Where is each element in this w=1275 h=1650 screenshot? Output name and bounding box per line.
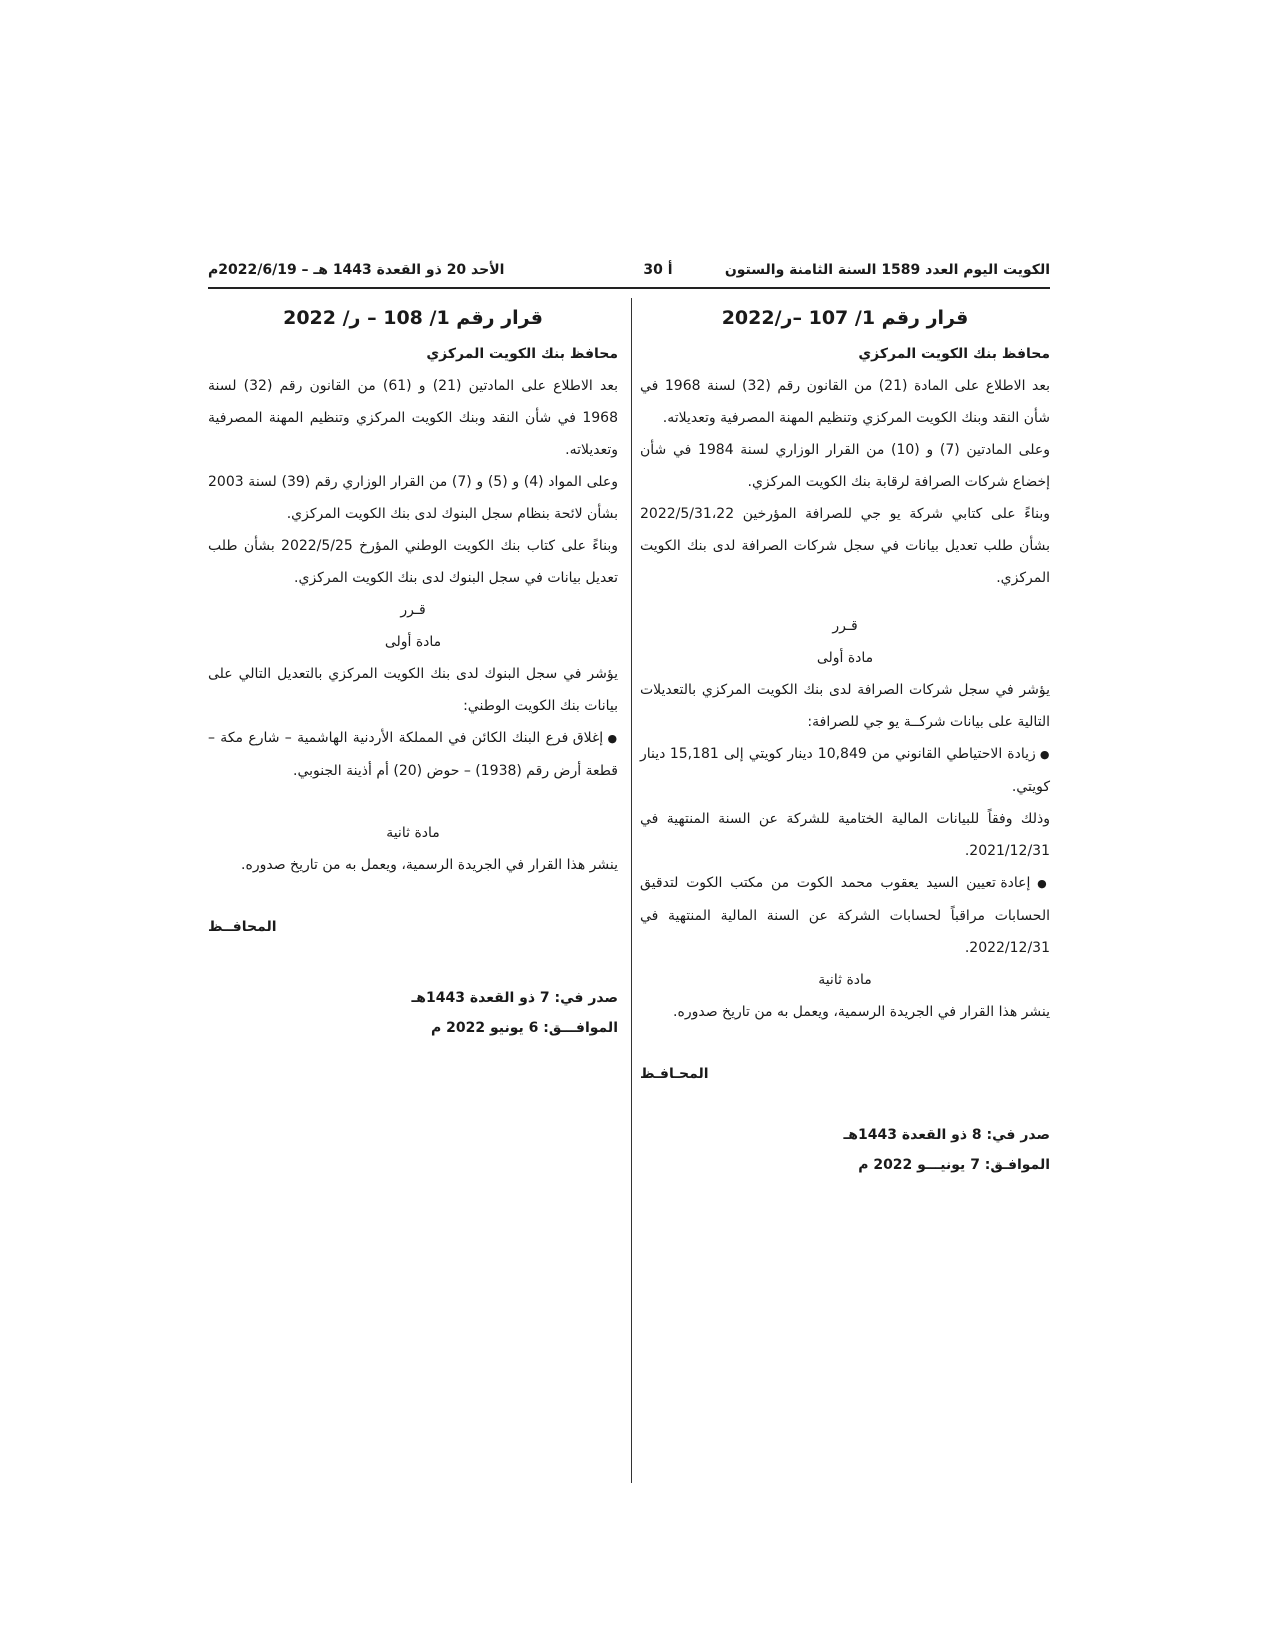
decision-107-bullet1: ● زيادة الاحتياطي القانوني من 10,849 دينار كويتي إلى 15,181 دينار كويتي. (640, 738, 1050, 803)
decision-107-bullet2: ● إعادة تعيين السيد يعقوب محمد الكوت من مكتب الكوت لتدقيق الحسابات مراقباً لحسابات الشركة عن السنة المالية المنتهية في 2022/12/31. (640, 867, 1050, 964)
decision-107-article2-text: ينشر هذا القرار في الجريدة الرسمية، ويعمل به من تاريخ صدوره. (673, 1004, 1050, 1020)
decision-108-issued-greg: الموافـــق: 6 يونيو 2022 م (430, 1020, 618, 1036)
decision-107-signature (640, 1058, 1050, 1090)
decision-108-signature (208, 911, 618, 943)
decision-107-title: قرار رقم 1/ 107 –ر/2022 (721, 307, 969, 329)
signature-label: المحافــظ (208, 919, 277, 935)
decision-108-bullet1: ● إغلاق فرع البنك الكائن في المملكة الأردنية الهاشمية – شارع مكة – قطعة أرض رقم (1938) – حوض (20) أم أذينة الجنوبي. (208, 722, 618, 787)
decision-108-para3: وبناءً على كتاب بنك الكويت الوطني المؤرخ 2022/5/25 بشأن طلب تعديل بيانات في سجل البنوك لدى بنك الكويت المركزي. (208, 538, 618, 586)
decision-107-issued-greg: الموافـق: 7 يونيـــو 2022 م (858, 1157, 1050, 1173)
decision-108-para1: بعد الاطلاع على المادتين (21) و (61) من القانون رقم (32) لسنة 1968 في شأن النقد وبنك الكويت المركزي وتنظيم المهنة المصرفية وتعديلاته. (208, 378, 618, 458)
decision-108-issued-hijri: صدر في: 7 ذو القعدة 1443هـ (411, 990, 618, 1006)
decision-108-para2: وعلى المواد (4) و (5) و (7) من القرار الوزاري رقم (39) لسنة 2003 بشأن لائحة بنظام سجل البنوك لدى بنك الكويت المركزي. (208, 474, 618, 522)
decision-107-para1: بعد الاطلاع على المادة (21) من القانون رقم (32) لسنة 1968 في شأن النقد وبنك الكويت المركزي وتنظيم المهنة المصرفية وتعديلاته. (640, 378, 1050, 426)
signature-label: المحـافـظ (640, 1066, 709, 1082)
decision-108-article2-text: ينشر هذا القرار في الجريدة الرسمية، ويعمل به من تاريخ صدوره. (241, 857, 618, 873)
page-number: أ 30 (643, 262, 673, 278)
decision-107-bullet1-note: وذلك وفقاً للبيانات المالية الختامية للشركة عن السنة المنتهية في 2021/12/31. (640, 811, 1050, 859)
decision-108-title: قرار رقم 1/ 108 – ر/ 2022 (283, 307, 543, 329)
decision-107-issued-hijri: صدر في: 8 ذو القعدة 1443هـ (843, 1127, 1050, 1143)
decision-107-article1-text: يؤشر في سجل شركات الصرافة لدى بنك الكويت المركزي بالتعديلات التالية على بيانات شركــة يو جي للصرافة: (640, 682, 1050, 730)
page-header (208, 258, 1050, 284)
decision-107-article2-title: مادة ثانية (818, 972, 872, 988)
decision-107-column (640, 298, 1050, 1180)
decision-108-article2-title: مادة ثانية (386, 825, 440, 841)
header-rule (208, 287, 1050, 289)
gazette-issue-info: الكويت اليوم العدد 1589 السنة الثامنة والستون (724, 262, 1050, 278)
column-divider (631, 298, 632, 1483)
decision-108-issuer: محافظ بنك الكويت المركزي (426, 346, 618, 362)
decision-108-column (208, 298, 618, 1043)
decision-107-para3: وبناءً على كتابي شركة يو جي للصرافة المؤرخين 2022/5/31،22 بشأن طلب تعديل بيانات في سجل شركات الصرافة لدى بنك الكويت المركزي. (640, 506, 1050, 586)
decision-107-decided: قـرر (832, 618, 858, 634)
decision-108-article1-title: مادة أولى (384, 634, 442, 650)
decision-108-decided: قـرر (400, 602, 426, 618)
decision-107-para2: وعلى المادتين (7) و (10) من القرار الوزاري لسنة 1984 في شأن إخضاع شركات الصرافة لرقابة بنك الكويت المركزي. (640, 442, 1050, 490)
decision-107-issuer: محافظ بنك الكويت المركزي (858, 346, 1050, 362)
decision-107-article1-title: مادة أولى (816, 650, 874, 666)
issue-date: الأحد 20 ذو القعدة 1443 هـ – 2022/6/19م (208, 262, 505, 278)
decision-108-article1-text: يؤشر في سجل البنوك لدى بنك الكويت المركزي بالتعديل التالي على بيانات بنك الكويت الوطني: (208, 666, 618, 714)
